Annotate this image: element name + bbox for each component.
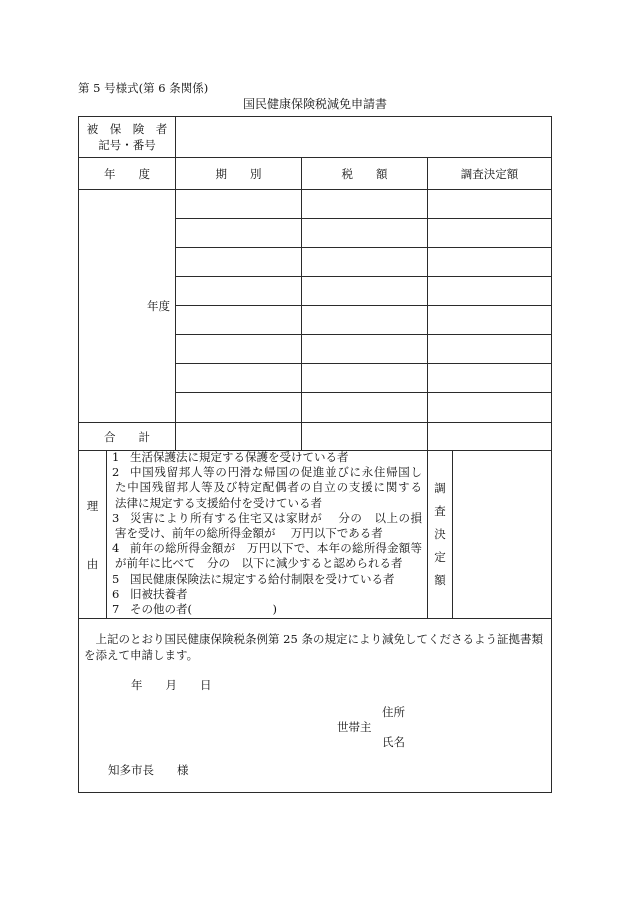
decided-amount-cell (427, 247, 552, 277)
insured-label: 被 保 険 者 (86, 122, 168, 136)
reason-item-3-continuation: 害を受け、前年の総所得金額が 万円以下である者 (115, 525, 383, 540)
year-cell (78, 189, 176, 423)
reason-item-6 (112, 587, 422, 602)
period-cell (175, 305, 302, 335)
reason-item-4-continuation: が前年に比べて 分の 以下に減少すると認められる者 (115, 556, 403, 571)
declaration-section (78, 618, 552, 793)
decided-amount-cell (427, 392, 552, 423)
tax-amount-cell (301, 392, 428, 423)
reason-item-1 (112, 450, 422, 465)
declaration-text-line: を添えて申請します。 (84, 648, 199, 662)
header-period-label: 期 別 (215, 166, 262, 181)
reason-item-2 (112, 465, 422, 480)
header-decided-amount-label: 調査決定額 (460, 166, 519, 181)
reason-item-text: 前年の総所得金額が 万円以下で、本年の総所得金額等 (130, 541, 422, 556)
reason-label-char: 由 (86, 556, 99, 571)
total-label-cell (78, 422, 176, 451)
insured-label-cell (78, 116, 176, 158)
form-number: 第 5 号様式(第 6 条関係) (78, 81, 209, 95)
period-cell (175, 363, 302, 393)
reason-item-text: 中国残留邦人等の円滑な帰国の促進並びに永住帰国し (130, 465, 422, 480)
total-decided-amount-cell (427, 422, 552, 451)
addressee: 知多市長 様 (108, 763, 189, 777)
reason-item-text: 旧被扶養者 (130, 586, 188, 601)
reason-item-number: 5 (112, 571, 120, 586)
total-label: 合 計 (104, 429, 150, 444)
reason-item-text: 災害により所有する住宅又は家財が 分の 以上の損 (130, 510, 422, 525)
reason-item-7 (112, 602, 422, 617)
tax-amount-cell (301, 189, 428, 219)
reason-label-char: 理 (86, 498, 99, 513)
reason-item-4 (112, 541, 422, 556)
reason-item-number: 1 (112, 450, 120, 464)
decided-amount-cell (427, 276, 552, 306)
reason-list (112, 450, 422, 617)
period-cell (175, 189, 302, 219)
reason-item-number: 7 (112, 601, 120, 616)
header-period (175, 157, 302, 190)
total-tax-amount-cell (301, 422, 428, 451)
reason-item-number: 3 (112, 510, 120, 525)
tax-amount-cell (301, 363, 428, 393)
application-date: 年 月 日 (131, 678, 212, 692)
tax-amount-cell (301, 276, 428, 306)
tax-amount-cell (301, 305, 428, 335)
decided-amount-cell (427, 363, 552, 393)
application-table (78, 116, 552, 793)
decided-amount-cell (427, 305, 552, 335)
decided-amount-cell (427, 189, 552, 219)
insured-number-cell (175, 116, 552, 158)
decided-amount-cell (427, 218, 552, 248)
year-unit: 年度 (147, 299, 170, 313)
tax-amount-cell (301, 334, 428, 364)
reason-item-5 (112, 572, 422, 587)
declaration-text-line: 上記のとおり国民健康保険税条例第 25 条の規定により減免してくださるよう証拠書類 (84, 632, 543, 646)
reason-label-cell (78, 450, 107, 619)
reason-item-2-continuation: 法律に規定する支援給付を受けている者 (115, 495, 322, 510)
tax-amount-cell (301, 247, 428, 277)
period-cell (175, 334, 302, 364)
header-tax-amount (301, 157, 428, 190)
name-label: 氏名 (382, 735, 405, 749)
period-cell (175, 392, 302, 423)
householder-label: 世帯主 (337, 720, 372, 734)
reason-list-cell (106, 450, 428, 619)
reason-item-2-continuation: た中国残留邦人等及び特定配偶者の自立の支援に関する (115, 480, 422, 495)
decided-amount-value-cell (452, 450, 552, 619)
decided-label-char: 査 (434, 504, 446, 518)
address-label: 住所 (382, 705, 405, 719)
form-title: 国民健康保険税減免申請書 (242, 97, 387, 111)
decided-label-char: 調 (434, 481, 446, 495)
period-cell (175, 247, 302, 277)
tax-amount-cell (301, 218, 428, 248)
header-year-label: 年 度 (104, 166, 150, 181)
header-decided-amount (427, 157, 552, 190)
reason-item-text: 生活保護法に規定する保護を受けている者 (130, 450, 349, 464)
decided-amount-vertical-label (427, 450, 453, 619)
reason-item-number: 6 (112, 586, 120, 601)
reason-item-text: その他の者( ) (130, 601, 277, 616)
period-cell (175, 276, 302, 306)
reason-item-text: 国民健康保険法に規定する給付制限を受けている者 (130, 571, 395, 586)
reason-item-3 (112, 511, 422, 526)
decided-label-char: 額 (434, 573, 446, 587)
decided-label-char: 決 (434, 527, 446, 541)
decided-amount-cell (427, 334, 552, 364)
total-period-cell (175, 422, 302, 451)
reason-item-number: 4 (112, 541, 120, 556)
header-tax-amount-label: 税 額 (341, 166, 388, 181)
header-year (78, 157, 176, 190)
period-cell (175, 218, 302, 248)
reason-item-number: 2 (112, 465, 120, 480)
decided-label-char: 定 (434, 550, 446, 564)
insured-number-label: 記号・番号 (98, 138, 156, 152)
